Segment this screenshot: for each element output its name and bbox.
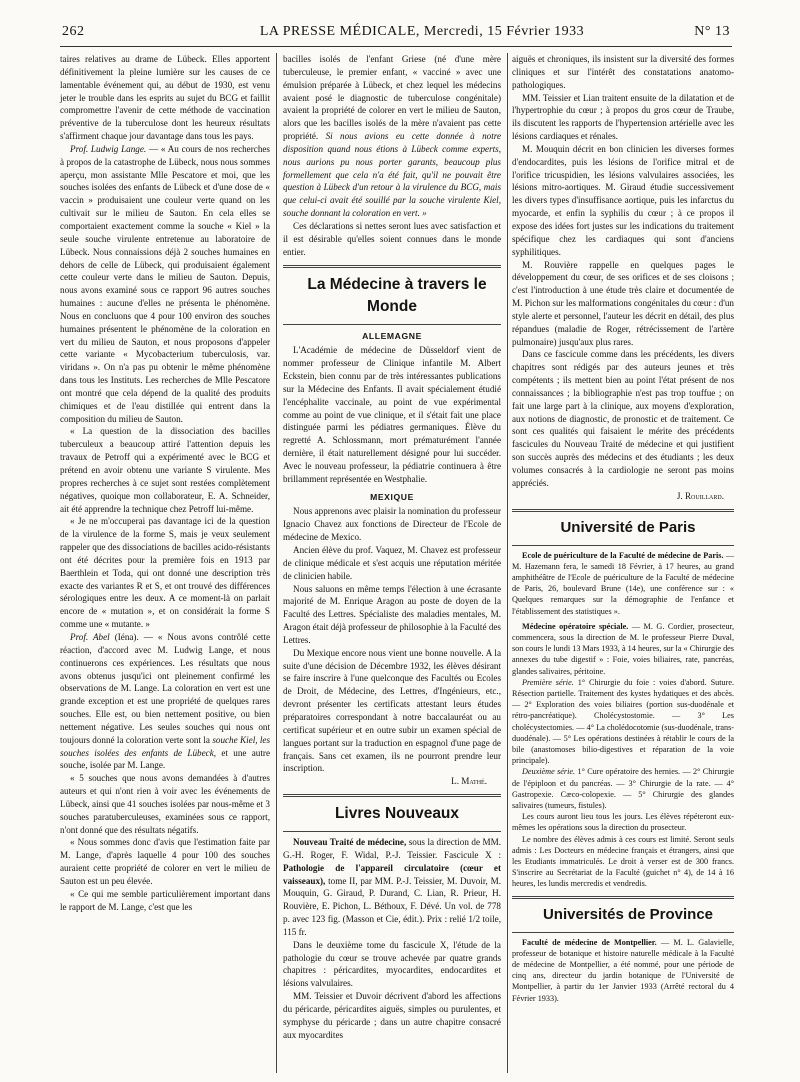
- signature: J. Rouillard.: [676, 490, 724, 501]
- paragraph: bacilles isolés de l'enfant Griese (né d'une mère tuberculeuse, le premier enfant, « vacciné » avec une émulsion préparée à Lübeck, et chez lequel les médecins avaient posé le diagnostic de tuberculose congénitale) avaient la propriété de colorer en vert le milieu de Sauton, alors que les bacilles isolés de la mère n'avaient pas cette propriété. Si nous avions eu cette donnée à notre disposition quand nous étions à Lübeck comme experts, nous aurions pu nous porter garants, beaucoup plus formellement que cela n'a été fait, qu'il ne pouvait être question à Lübeck d'un retour à la virulence du BCG, mais que celui-ci avait été souillé par la souche virulente Kiel, souche donnant la coloration en vert. »: [283, 54, 501, 219]
- column-divider: [507, 53, 508, 1073]
- book-entry: Nouveau Traité de médecine, sous la direction de MM. G.-H. Roger, F. Widal, P.-J. Teissier. Fascicule X : Pathologie de l'appareil circulatoire (cœur et vaisseaux), tome II, par MM. P.-J. Teissier, M. Duvoir, M. Mouquin, G. Giraud, P. Durand, C. Lian, R. Prieur, H. Rouvière, E. Pichon, L. Béthoux, F. Dévé. Un vol. de 778 p. avec 123 fig. (Masson et Cie, édit.). Prix : relié 1/2 toile, 115 fr.: [283, 837, 501, 937]
- section-rule: [512, 932, 734, 933]
- section-heading: Livres Nouveaux: [334, 805, 460, 823]
- paragraph: « Je ne m'occuperai pas davantage ici de la question de la virulence de la forme S, mais je veux seulement rappeler que des dissociations de bacilles acido-résistants ont été décrites pour la première fois en 1913 par Baerthlein et Toda, qui ont donné une description très exacte des variantes R et S, et ont trouvé des différences sérologiques entre les deux. A ce moment-là on parlait encore de « mutation », et on considérait la forme S comme une « mutante. »: [60, 516, 270, 630]
- section-rule: [283, 831, 501, 832]
- announcement: Ecole de puériculture de la Faculté de médecine de Paris. — M. Hazemann fera, le samedi 18 Février, à 17 heures, au grand amphithéâtre de l'Ecole de puériculture de la Faculté de médecine de Paris, 26, boulevard Brune (14e), une conférence sur : « Quelques remarques sur la démographie de l'enfance et l'établissement des statistiques ».: [512, 550, 735, 616]
- section-heading: Universités de Province: [542, 905, 714, 923]
- section-heading: Université de Paris: [560, 518, 696, 536]
- paragraph: « Nous sommes donc d'avis que l'estimation faite par M. Lange, d'après laquelle 4 pour 100 des souches auraient cette propriété de colorer en vert le milieu de Sauton est un peu élevée.: [60, 837, 270, 886]
- column-middle: [283, 53, 501, 1042]
- announcement: Première série. 1° Chirurgie du foie : voies d'abord. Suture. Résection partielle. Traitement des kystes hydatiques et des abcès. — 2° Exploration des voies biliaires (portion sus-duodénale et rétro-pancréatique). Cholécystostomie. — 3° Les cholécystectomies. — 4° La cholédocotomie (sus-duodénale, trans-duodénale). — 5° Les opérations destinées à rétablir le cours de la bile (anastomoses bilio-digestives et réparation de la voie principale).: [512, 677, 734, 766]
- paragraph: MM. Teissier et Duvoir décrivent d'abord les affections du péricarde, péricardites aiguës, simples ou purulentes, et symphyse du péricarde ; dans un autre chapitre consacré aux myocardites: [283, 991, 501, 1040]
- author-label: Prof. Ludwig Lange.: [70, 143, 147, 154]
- paragraph: Prof. Abel (Iéna). — « Nous avons contrôlé cette réaction, d'accord avec M. Ludwig Lange, et nous continuerons ces expériences. Les résultats que nous avons obtenus jusqu'ici ont pleinement confirmé les observations de M. Lange. La coloration en vert est une grande exception et est une propriété de quelques rares souches. Elle est, ou bien nettement positive, ou bien nettement négative. Les seules souches qui nous ont toujours donné la coloration verte sont la souche Kiel, les souches isolées des enfants de Lübeck, et une autre souche, isolée par M. Lange.: [60, 631, 271, 771]
- paragraph: « Ce qui me semble particulièrement important dans le rapport de M. Lange, c'est que les: [60, 888, 270, 912]
- paragraph: Nous apprenons avec plaisir la nomination du professeur Ignacio Chavez aux fonctions de Directeur de l'Ecole de médecine de Mexico.: [283, 506, 501, 543]
- paragraph: M. Rouvière rappelle en quelques pages le développement du cœur, de ses orifices et de ses cloisons ; c'est l'introduction à une étude très claire et documentée de M. Pichon sur les malformations congénitales du cœur : d'un style alerte et personnel, l'auteur les décrit en détail, des plus répandues (maladie de Roger, rétrécissement de l'artère pulmonaire) jusqu'aux plus rares.: [512, 259, 734, 347]
- paragraph: aiguës et chroniques, ils insistent sur la diversité des formes cliniques et sur l'intérêt des constatations anatomo-pathologiques.: [512, 54, 734, 90]
- header-rule: [60, 46, 732, 47]
- paragraph: Prof. Ludwig Lange. — « Au cours de nos recherches à propos de la catastrophe de Lübeck, nous nous sommes aperçu, mon assistante Mlle Pescatore et moi, que les souches isolées des enfants de Lübeck et d'une dose de « vaccin » produisaient une couleur verte quand on les cultivait sur le milieu de Sauton. En cela elles se comportaient exactement comme la souche « Kiel » la seule souche virulente entretenue au laboratoire de Lübeck. Nous connaissions déjà 2 souches humaines en dehors de celle de Lübeck, qui produisaient également cette couleur verte dans le milieu de Sauton. Depuis, nous avons examiné sous ce rapport 96 autres souches humaines : aucune d'elles ne présenta le phénomène. Nous en concluons que 4 pour 100 environ des souches humaines présentent le phénomène de la coloration en vert du milieu de Sauton, et nous proposons d'appeler cette variante « Mycobacterium tuberculosis, var. viridans ». On n'a pas pu obtenir le même phénomène dans tous les Instituts. Les recherches de Mlle Pescatore ont montré que cela dépend de la qualité des produits chimiques et de l'eau distillée qui entrent dans la composition du milieu de Sauton.: [60, 143, 270, 424]
- announcement: Deuxième série. 1° Cure opératoire des hernies. — 2° Chirurgie de l'épiploon et du pancréas. — 3° Chirurgie de la rate. — 4° Gastropexie. Cæco-colopexie. — 5° Chirurgie des glandes salivaires (tumeurs, fistules).: [512, 767, 735, 810]
- paragraph: Ancien élève du prof. Vaquez, M. Chavez est professeur de clinique médicale et s'est acquis une réputation méritée de clinicien habile.: [283, 545, 501, 581]
- section-heading: La Médecine à travers le Monde: [307, 275, 487, 315]
- paragraph: L'Académie de médecine de Düsseldorf vient de nommer professeur de Clinique infantile M. Albert Eckstein, bien connu par de très intéressantes publications sur la Médecine des Enfants. Il avait spécialement étudié l'encéphalite vaccinale, au point de vue expérimental comme au point de vue clinique, et il s'était fait une place distinguée parmi les pédiatres germaniques. Élève du regretté A. Schlossmann, mort prématurément l'année dernière, il était naturellement désigné pour lui succéder. Avec le nouveau professeur, la pédiatrie continuera à être brillamment représentée en Westphalie.: [283, 345, 501, 484]
- announcements: [512, 550, 734, 890]
- section-rule: [512, 545, 734, 546]
- paragraph: Ces déclarations si nettes seront lues avec satisfaction et il est désirable qu'elles soient connues dans le monde entier.: [283, 220, 501, 257]
- running-head: [62, 24, 730, 44]
- issue-number: N° 13: [694, 24, 730, 39]
- paragraph: MM. Teissier et Lian traitent ensuite de la dilatation et de l'hypertrophie du cœur ; à propos du gros cœur de Traube, ils discutent les rapports de l'hypertension artérielle avec les lésions cardiaques et rénales.: [512, 92, 734, 142]
- paragraph: M. Mouquin décrit en bon clinicien les diverses formes d'endocardites, puis les lésions de l'orifice mitral et de l'orifice tricuspidien, les lésions valvulaires associées, les lésions mitro-aortiques. M. Giraud étudie successivement les divers types d'insuffisance aortique, puis les infarctus du myocarde, et enfin la syphilis du cœur ; à ce propos il expose des idées fort justes sur les indications du traitement spécifique chez les cardiaques qui sont d'anciens syphilitiques.: [512, 143, 734, 257]
- country-heading: MEXIQUE: [370, 491, 414, 502]
- announcement: Le nombre des élèves admis à ces cours est limité. Seront seuls admis : Les Docteurs en médecine français et étrangers, ainsi que les Etudiants immatriculés. Le droit à verser est de 300 francs. S'inscrire au Secrétariat de la Faculté (guichet n° 4), de 14 à 16 heures, les lundis mercredis et vendredis.: [512, 834, 734, 889]
- paragraph: « La question de la dissociation des bacilles tuberculeux a beaucoup attiré l'attention depuis les travaux de Petroff qui a expérimenté avec le BCG et prétend en avoir obtenu une variante S virulente. Mes propres recherches à ce sujet sont restées complètement négatives, quoique mon collaborateur, E. A. Schneider, ait été apprendre la technique chez Petroff lui-même.: [60, 426, 270, 514]
- announcement: Faculté de médecine de Montpellier. — M. L. Galavielle, professeur de botanique et histoire naturelle médicale à la Faculté de médecine de Montpellier, a été nommé, pour une période de cinq ans, directeur du jardin botanique de l'Université de Montpellier, à partir du 1er Janvier 1933 (Arrêté rectoral du 4 Février 1933).: [512, 937, 734, 1003]
- page-number: 262: [62, 24, 85, 39]
- announcement: Médecine opératoire spéciale. — M. G. Cordier, prosecteur, commencera, sous la direction de M. le professeur Pierre Duval, son cours le lundi 13 Mars 1933, à 14 heures, sur la « Chirurgie des annexes du tube digestif » : Foie, voies biliaires, rate, pancréas, glandes salivaires, péritoine.: [512, 621, 734, 676]
- paragraph: Nous saluons en même temps l'élection à une écrasante majorité de M. Enrique Aragon au poste de doyen de la Faculté des Lettres. Spécialiste des maladies mentales, M. Aragon était déjà professeur de philosophie à la Faculté des Lettres.: [283, 583, 501, 645]
- paragraph: taires relatives au drame de Lübeck. Elles apportent définitivement la pleine lumière sur les causes de ce lamentable événement qui, au début de 1930, est venu jeter le trouble dans les esprits au sujet du BCG et faillit compromettre l'avenir de cette méthode de vaccination préventive de la tuberculose dont les heureux résultats s'affirment chaque jour davantage dans tous les pays.: [60, 54, 270, 142]
- paragraph: Du Mexique encore nous vient une bonne nouvelle. A la suite d'une décision de Décembre 1932, les élèves désirant se faire inscrire à l'une quelconque des Facultés ou Ecoles de Droit, de Médecine, des Lettres, d'Ingénieurs, etc., devront présenter les certificats attestant leurs études préparatoires correspondant à notre baccalauréat ou au certificat supérieur et en outre subir un examen spécial de langues portant sur la traduction en espagnol d'une page de français. Sans cet examen, ils ne pourront prendre leur inscription.: [283, 647, 501, 774]
- author-label: Prof. Abel: [70, 631, 110, 642]
- column-left: [60, 53, 270, 914]
- journal-title: LA PRESSE MÉDICALE, Mercredi, 15 Février 1933: [259, 24, 585, 39]
- paragraph: Dans le deuxième tome du fascicule X, l'étude de la pathologie du cœur se trouve achevée par quatre grands chapitres : péricardites, myocardites, endocardites et lésions valvulaires.: [283, 939, 501, 989]
- announcements: [512, 937, 734, 1004]
- paragraph: « 5 souches que nous avons demandées à d'autres auteurs et qui n'ont rien à voir avec les événements de Lübeck, ainsi que 41 souches isolées par nous-même et 3 souches paratuberculeuses, examinées sous ce rapport, n'ont donné que des résultats négatifs.: [60, 773, 270, 835]
- announcement: Les cours auront lieu tous les jours. Les élèves répéteront eux-mêmes les opérations sous la direction du prosecteur.: [512, 812, 734, 833]
- country-heading: ALLEMAGNE: [362, 330, 422, 341]
- column-divider: [276, 53, 277, 1073]
- column-right: [512, 53, 734, 1004]
- section-rule: [283, 324, 501, 325]
- paragraph: Dans ce fascicule comme dans les précédents, les divers chapitres sont rédigés par des auteurs jeunes et très compétents ; ils mettent bien au point l'état présent de nos connaissances ; la bibliographie n'est pas trop touffue ; on fait une large part à la clinique, aux moyens d'exploration, aux notions de diagnostic, de pronostic et de traitement. Ce sont ces qualités qui faisaient le mérite des précédents fascicules du Nouveau Traité de médecine et qui justifient son succès auprès des médecins et des étudiants ; les deux volumes consacrés à la cardiologie ne seront pas moins appréciés.: [512, 349, 734, 488]
- signature: L. Mathé.: [451, 776, 487, 787]
